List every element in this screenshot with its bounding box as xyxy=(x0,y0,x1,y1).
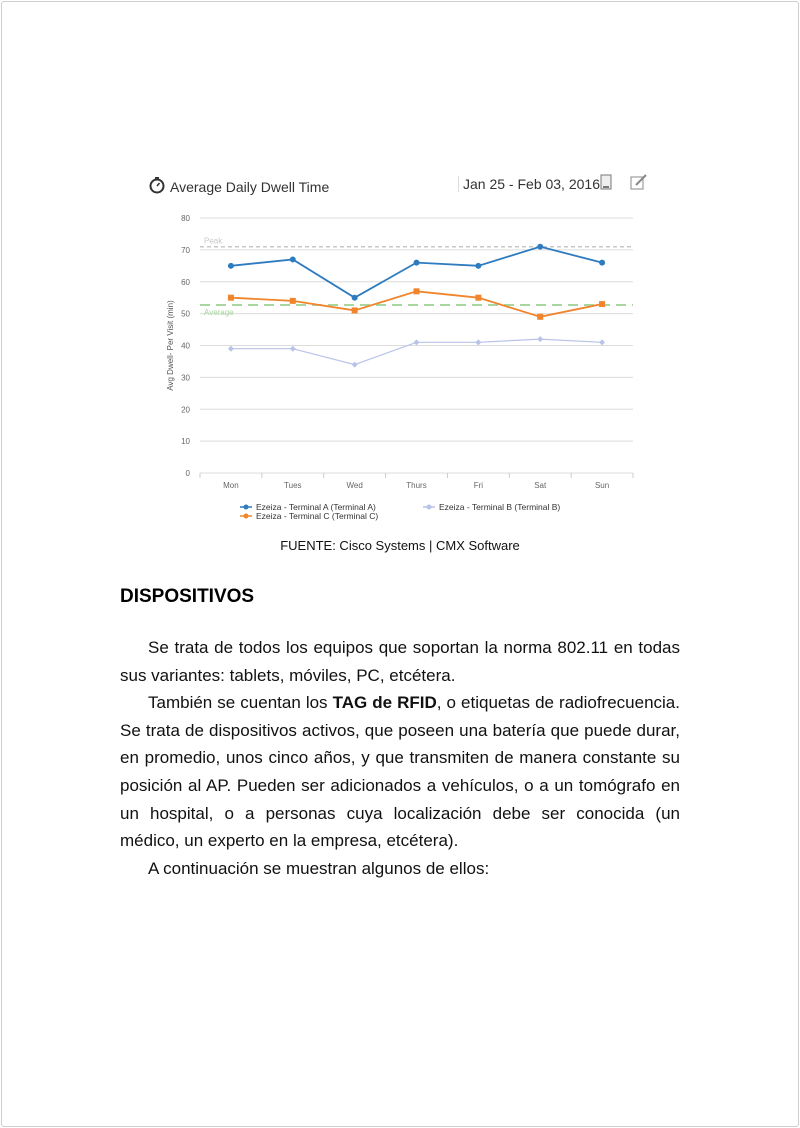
legend-marker xyxy=(244,505,249,510)
data-point xyxy=(599,339,605,345)
y-tick-label: 40 xyxy=(181,341,190,351)
data-point xyxy=(352,362,358,368)
y-tick-label: 20 xyxy=(181,405,190,415)
y-tick-label: 70 xyxy=(181,245,190,255)
data-point xyxy=(599,260,605,266)
data-point xyxy=(228,263,234,269)
data-point xyxy=(352,307,358,313)
chart-plot xyxy=(140,170,670,530)
paragraph: También se cuentan los TAG de RFID, o etiquetas de radiofrecuencia. Se trata de dispositivos activos, que poseen una batería que puede durar, en promedio, unos cinco años, y que transmiten de manera constante su posición al AP. Pueden ser adicionados a vehículos, o a un tomógrafo en un hospital, o a personas cuya localización debe ser conocida (un médico, un experto en la empresa, etcétera). xyxy=(120,693,680,851)
legend-marker xyxy=(244,514,249,519)
data-point xyxy=(414,288,420,294)
y-tick-label: 0 xyxy=(185,469,190,478)
y-tick-label: 80 xyxy=(181,214,190,223)
data-point xyxy=(599,301,605,307)
x-tick-label: Tues xyxy=(284,481,302,490)
x-tick-label: Wed xyxy=(346,481,363,490)
x-tick-label: Thurs xyxy=(406,481,427,490)
dwell-time-chart xyxy=(140,170,670,530)
legend-label: Ezeiza - Terminal B (Terminal B) xyxy=(439,502,561,512)
data-point xyxy=(290,346,296,352)
data-point xyxy=(290,298,296,304)
paragraph: A continuación se muestran algunos de ellos: xyxy=(148,858,490,878)
y-axis-label: Avg Dwell- Per Visit (min) xyxy=(166,300,175,391)
x-tick-label: Sun xyxy=(594,481,610,490)
reference-label: Peak xyxy=(204,236,223,246)
data-point xyxy=(537,336,543,342)
data-point xyxy=(414,339,420,345)
data-point xyxy=(475,339,481,345)
data-point xyxy=(228,346,234,352)
legend-marker xyxy=(427,505,432,510)
data-point xyxy=(475,263,481,269)
date-range[interactable]: Jan 25 - Feb 03, 2016 xyxy=(458,176,600,192)
body-text xyxy=(120,634,680,882)
data-point xyxy=(352,295,358,301)
chart-title: Average Daily Dwell Time xyxy=(148,176,329,197)
y-tick-label: 30 xyxy=(181,373,190,383)
data-point xyxy=(414,260,420,266)
y-tick-label: 10 xyxy=(181,437,190,447)
x-tick-label: Fri xyxy=(473,481,484,490)
data-point xyxy=(228,295,234,301)
figure-caption: FUENTE: Cisco Systems | CMX Software xyxy=(280,538,520,553)
y-tick-label: 50 xyxy=(181,309,190,319)
section-heading: DISPOSITIVOS xyxy=(120,586,255,607)
data-point xyxy=(537,314,543,320)
x-tick-label: Sat xyxy=(534,481,547,490)
data-point xyxy=(475,295,481,301)
paragraph: Se trata de todos los equipos que soportan la norma 802.11 en todas sus variantes: tablets, móviles, PC, etcétera. xyxy=(120,638,680,685)
legend-label: Ezeiza - Terminal A (Terminal A) xyxy=(256,502,376,512)
reference-label: Average xyxy=(204,308,234,318)
x-tick-label: Mon xyxy=(223,481,239,490)
y-tick-label: 60 xyxy=(181,277,190,287)
data-point xyxy=(537,244,543,250)
legend-label: Ezeiza - Terminal C (Terminal C) xyxy=(256,511,379,521)
data-point xyxy=(290,256,296,262)
rfid-term: TAG de RFID xyxy=(332,693,437,713)
